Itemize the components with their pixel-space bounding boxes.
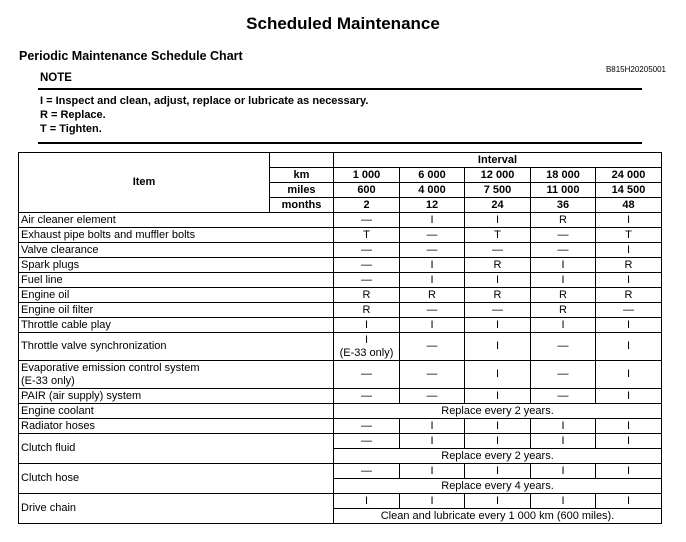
row-item-label: Valve clearance <box>21 243 99 256</box>
row-item <box>19 404 334 419</box>
schedule-cell <box>465 213 531 228</box>
interval-value: 600 <box>334 183 400 198</box>
row-item <box>19 464 334 494</box>
schedule-mark: R <box>428 288 436 301</box>
row-item-label: Engine oil <box>21 288 70 301</box>
schedule-mark: — <box>361 464 372 477</box>
schedule-cell <box>596 494 662 509</box>
schedule-mark: — <box>426 303 438 316</box>
header-spacer <box>270 153 334 168</box>
schedule-mark: — <box>361 389 372 402</box>
row-item-label: Evaporative emission control system <box>21 361 200 374</box>
table-row <box>19 464 662 479</box>
schedule-mark: I <box>626 340 631 352</box>
schedule-mark: I <box>495 389 500 402</box>
table-row <box>19 228 662 243</box>
schedule-mark: I <box>626 494 631 507</box>
schedule-cell <box>334 228 400 243</box>
schedule-cell <box>400 273 465 288</box>
interval-value: 2 <box>334 198 400 213</box>
schedule-mark: I <box>561 494 565 507</box>
interval-value: 14 500 <box>596 183 662 198</box>
schedule-cell <box>465 419 531 434</box>
schedule-mark: — <box>361 213 372 226</box>
schedule-cell <box>531 288 596 303</box>
schedule-mark: — <box>361 368 372 380</box>
schedule-cell <box>400 464 465 479</box>
schedule-mark: — <box>492 243 503 256</box>
table-row <box>19 303 662 318</box>
note-line-tighten: T = Tighten. <box>40 123 102 135</box>
item-header: Item <box>19 153 270 213</box>
schedule-cell <box>400 419 465 434</box>
schedule-mark: — <box>557 228 569 241</box>
schedule-mark: I <box>430 464 434 477</box>
interval-header: Interval <box>334 153 662 168</box>
row-item-label: Throttle valve synchronization <box>21 340 167 352</box>
schedule-mark: — <box>426 243 438 256</box>
schedule-cell <box>334 258 400 273</box>
interval-value: 12 <box>400 198 465 213</box>
schedule-cell <box>465 361 531 389</box>
schedule-cell <box>400 361 465 389</box>
schedule-cell <box>334 434 400 449</box>
row-item-label: Clutch fluid <box>21 442 76 454</box>
row-item <box>19 273 334 288</box>
row-item <box>19 258 334 273</box>
schedule-cell <box>334 333 400 361</box>
interval-value: 18 000 <box>531 168 596 183</box>
schedule-mark: I <box>430 258 434 271</box>
row-item <box>19 213 334 228</box>
schedule-mark: I <box>561 258 565 271</box>
schedule-mark: — <box>361 243 372 256</box>
schedule-cell <box>400 494 465 509</box>
schedule-cell <box>334 243 400 258</box>
schedule-mark: — <box>426 340 438 352</box>
unit-label: km <box>270 168 334 183</box>
schedule-cell <box>400 288 465 303</box>
schedule-mark: I <box>495 273 500 286</box>
schedule-cell-note: (E-33 only) <box>339 346 394 359</box>
schedule-cell <box>400 228 465 243</box>
schedule-mark: I <box>626 213 631 226</box>
page-title: Scheduled Maintenance <box>246 14 440 33</box>
schedule-cell <box>465 434 531 449</box>
schedule-cell <box>400 213 465 228</box>
schedule-cell <box>334 361 400 389</box>
schedule-cell <box>596 303 662 318</box>
schedule-mark: I <box>430 419 434 432</box>
schedule-cell <box>400 333 465 361</box>
row-span-note: Replace every 2 years. <box>334 449 662 464</box>
schedule-cell <box>334 494 400 509</box>
schedule-mark: I <box>430 434 434 447</box>
table-row <box>19 389 662 404</box>
schedule-cell <box>400 318 465 333</box>
schedule-cell <box>465 333 531 361</box>
row-item-label: PAIR (air supply) system <box>21 389 142 402</box>
schedule-cell <box>596 258 662 273</box>
schedule-cell <box>334 419 400 434</box>
row-item-label: Drive chain <box>21 502 77 514</box>
schedule-cell <box>531 434 596 449</box>
row-item-label: Throttle cable play <box>21 318 111 331</box>
note-heading: NOTE <box>38 70 642 90</box>
schedule-mark: I <box>430 273 434 286</box>
schedule-mark: — <box>361 258 372 271</box>
schedule-mark: — <box>361 273 372 286</box>
schedule-cell <box>596 419 662 434</box>
schedule-mark: R <box>559 213 567 226</box>
schedule-cell <box>596 434 662 449</box>
schedule-cell <box>596 333 662 361</box>
row-item <box>19 361 334 389</box>
row-item <box>19 243 334 258</box>
row-span-note: Clean and lubricate every 1 000 km (600 miles). <box>334 509 662 524</box>
schedule-cell <box>400 243 465 258</box>
schedule-cell <box>596 361 662 389</box>
row-item <box>19 318 334 333</box>
schedule-mark: R <box>362 288 371 301</box>
schedule-mark: R <box>624 288 633 301</box>
schedule-mark: I <box>430 213 434 226</box>
schedule-mark: I <box>626 318 631 331</box>
schedule-mark: I <box>364 333 369 346</box>
schedule-mark: — <box>492 303 503 316</box>
table-row <box>19 434 662 449</box>
interval-value: 1 000 <box>334 168 400 183</box>
row-item-label: Engine coolant <box>21 404 94 417</box>
row-item <box>19 434 334 464</box>
schedule-mark: I <box>561 464 565 477</box>
schedule-mark: R <box>362 303 371 316</box>
interval-value: 6 000 <box>400 168 465 183</box>
schedule-mark: — <box>426 368 438 380</box>
schedule-cell <box>465 288 531 303</box>
schedule-cell <box>596 389 662 404</box>
schedule-cell <box>596 213 662 228</box>
schedule-mark: I <box>626 368 631 380</box>
schedule-cell <box>531 318 596 333</box>
row-item <box>19 333 334 361</box>
schedule-mark: I <box>430 318 434 331</box>
unit-label: months <box>270 198 334 213</box>
row-item-label: Fuel line <box>21 273 63 286</box>
row-item-label: Exhaust pipe bolts and muffler bolts <box>21 228 196 241</box>
schedule-mark: I <box>561 434 565 447</box>
table-row <box>19 361 662 389</box>
schedule-mark: — <box>361 434 372 447</box>
schedule-cell <box>465 303 531 318</box>
schedule-cell <box>334 288 400 303</box>
schedule-mark: T <box>363 228 370 241</box>
schedule-cell <box>334 213 400 228</box>
schedule-mark: — <box>361 419 372 432</box>
row-item <box>19 303 334 318</box>
schedule-cell <box>465 389 531 404</box>
schedule-mark: R <box>624 258 633 271</box>
schedule-mark: I <box>626 389 631 402</box>
schedule-cell <box>400 434 465 449</box>
schedule-cell <box>465 258 531 273</box>
schedule-cell <box>465 228 531 243</box>
schedule-mark: I <box>495 340 500 352</box>
schedule-mark: I <box>364 494 369 507</box>
schedule-mark: I <box>495 464 500 477</box>
schedule-mark: — <box>557 368 569 380</box>
interval-value: 12 000 <box>465 168 531 183</box>
row-item <box>19 389 334 404</box>
schedule-cell <box>596 243 662 258</box>
row-span-note: Replace every 4 years. <box>334 479 662 494</box>
schedule-mark: R <box>493 288 502 301</box>
schedule-cell <box>531 213 596 228</box>
schedule-mark: I <box>495 419 500 432</box>
schedule-mark: — <box>557 243 569 256</box>
interval-value: 24 000 <box>596 168 662 183</box>
schedule-mark: T <box>625 228 632 241</box>
schedule-mark: I <box>626 464 631 477</box>
schedule-cell <box>334 318 400 333</box>
schedule-mark: — <box>557 389 569 402</box>
schedule-mark: I <box>495 494 500 507</box>
schedule-cell <box>531 333 596 361</box>
table-row <box>19 243 662 258</box>
schedule-cell <box>596 288 662 303</box>
schedule-mark: — <box>623 303 634 316</box>
note-body <box>38 90 642 144</box>
row-item <box>19 494 334 524</box>
table-row <box>19 318 662 333</box>
schedule-cell <box>465 318 531 333</box>
header-row-interval <box>19 153 662 168</box>
row-span-note: Replace every 2 years. <box>334 404 662 419</box>
row-item <box>19 419 334 434</box>
schedule-cell <box>596 228 662 243</box>
interval-value: 24 <box>465 198 531 213</box>
schedule-mark: I <box>495 213 500 226</box>
schedule-mark: I <box>495 368 500 380</box>
schedule-cell <box>531 389 596 404</box>
table-body <box>19 153 662 524</box>
schedule-cell <box>596 464 662 479</box>
schedule-cell <box>596 273 662 288</box>
table-row <box>19 494 662 509</box>
row-item-label: Spark plugs <box>21 258 80 271</box>
table-row <box>19 419 662 434</box>
schedule-cell <box>531 361 596 389</box>
schedule-mark: I <box>364 318 369 331</box>
schedule-mark: I <box>626 434 631 447</box>
table-row <box>19 404 662 419</box>
schedule-cell <box>400 303 465 318</box>
maintenance-table <box>18 152 662 524</box>
schedule-cell <box>465 494 531 509</box>
interval-value: 48 <box>596 198 662 213</box>
schedule-cell <box>465 243 531 258</box>
note-line-inspect: I = Inspect and clean, adjust, replace or lubricate as necessary. <box>40 95 369 107</box>
schedule-cell <box>531 228 596 243</box>
schedule-mark: I <box>495 318 500 331</box>
interval-value: 11 000 <box>531 183 596 198</box>
interval-value: 36 <box>531 198 596 213</box>
schedule-cell <box>531 494 596 509</box>
schedule-cell <box>334 273 400 288</box>
schedule-cell <box>465 464 531 479</box>
row-item-label-line2: (E-33 only) <box>21 374 75 387</box>
row-item <box>19 288 334 303</box>
schedule-cell <box>334 303 400 318</box>
schedule-cell <box>334 464 400 479</box>
note-box <box>38 70 642 144</box>
unit-label: miles <box>270 183 334 198</box>
interval-value: 7 500 <box>465 183 531 198</box>
row-item-label: Air cleaner element <box>21 213 116 226</box>
schedule-mark: I <box>430 494 434 507</box>
interval-value: 4 000 <box>400 183 465 198</box>
schedule-mark: — <box>557 340 569 352</box>
row-item-label: Engine oil filter <box>21 303 94 316</box>
schedule-mark: I <box>561 318 565 331</box>
table-row <box>19 288 662 303</box>
schedule-cell <box>400 258 465 273</box>
note-line-replace: R = Replace. <box>40 109 106 121</box>
schedule-cell <box>531 258 596 273</box>
table-row <box>19 258 662 273</box>
schedule-mark: — <box>426 389 438 402</box>
schedule-mark: T <box>494 228 501 241</box>
schedule-cell <box>531 419 596 434</box>
table-row <box>19 213 662 228</box>
schedule-mark: I <box>495 434 500 447</box>
schedule-mark: R <box>493 258 502 271</box>
schedule-cell <box>531 243 596 258</box>
table-row <box>19 273 662 288</box>
schedule-cell <box>531 464 596 479</box>
schedule-mark: I <box>626 243 631 256</box>
schedule-mark: I <box>626 273 631 286</box>
schedule-mark: R <box>559 288 567 301</box>
schedule-cell <box>465 273 531 288</box>
row-item-label: Radiator hoses <box>21 419 95 432</box>
schedule-cell <box>400 389 465 404</box>
row-item <box>19 228 334 243</box>
schedule-cell <box>531 273 596 288</box>
schedule-mark: R <box>559 303 567 316</box>
chart-title: Periodic Maintenance Schedule Chart <box>19 49 243 63</box>
schedule-cell <box>531 303 596 318</box>
schedule-mark: I <box>561 419 565 432</box>
schedule-mark: — <box>426 228 438 241</box>
table-row <box>19 333 662 361</box>
schedule-cell <box>596 318 662 333</box>
row-item-label: Clutch hose <box>21 472 80 484</box>
document-code: B815H20205001 <box>605 65 666 74</box>
schedule-cell <box>334 389 400 404</box>
schedule-mark: I <box>561 273 565 286</box>
schedule-mark: I <box>626 419 631 432</box>
